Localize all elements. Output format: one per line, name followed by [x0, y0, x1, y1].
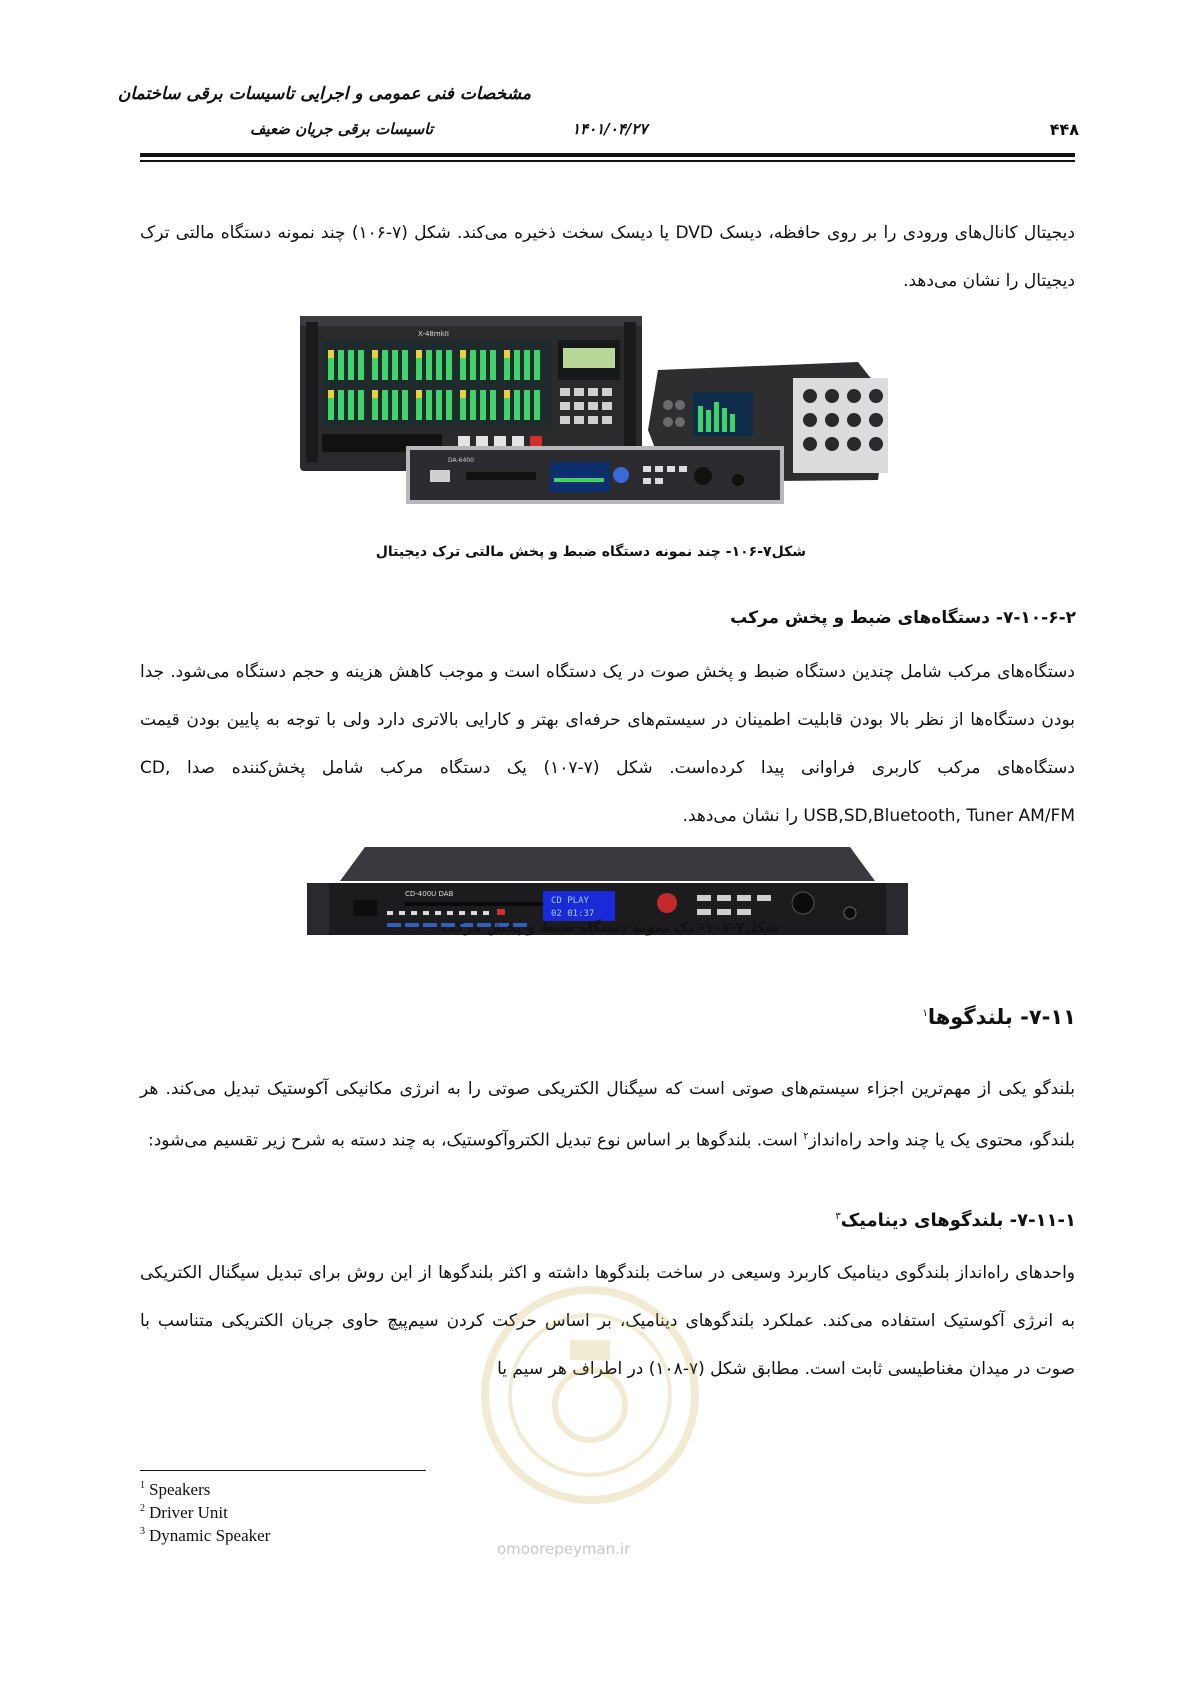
- header-rule-thick: [140, 153, 1075, 157]
- section-heading-7-11: [922, 1005, 1076, 1029]
- section-heading-7-11-1: [835, 1210, 1076, 1231]
- page-number: ۴۴۸: [1049, 120, 1079, 139]
- footnote-ref-3[interactable]: ۳: [835, 1211, 841, 1222]
- rack-model-label: DA-6400: [448, 457, 474, 464]
- footnote-2-text: Driver Unit: [149, 1503, 228, 1522]
- section-7-11-1-heading-text: ۷-۱۱-۱- بلندگوهای دینامیک: [840, 1210, 1076, 1231]
- figure-106-caption: شکل۷-۱۰۶- چند نمونه دستگاه ضبط و پخش مالتی ترک دیجیتال: [375, 544, 806, 560]
- section-7-11-1-paragraph: واحدهای راه‌انداز بلندگوی دینامیک کاربرد وسیعی در ساخت بلندگوها داشته و اکثر بلندگوها از این روش برای تبدیل سیگنال الکتریکی به انرژی آکوستیک استفاده می‌کند. عملکرد بلندگوهای دینامیک، بر اساس حرکت کردن سیم‌پیچ حاوی جریان الکتریکی متناسب با صوت در میدان مغناطیسی ثابت است. مطابق شکل (۷-۱۰۸) در اطراف هر سیم یا: [140, 1263, 1075, 1379]
- level-meter-panel: [322, 340, 552, 426]
- footnote-1: [140, 1480, 210, 1500]
- footnote-2: [140, 1503, 228, 1523]
- header-rule-thin: [140, 160, 1075, 162]
- footnote-3-text: Dynamic Speaker: [149, 1526, 271, 1545]
- footnote-1-text: Speakers: [149, 1480, 211, 1499]
- document-title: مشخصات فنی عمومی و اجرایی تاسیسات برقی ساختمان: [117, 84, 531, 104]
- footnote-3-number: 3: [140, 1526, 145, 1538]
- figure-107-caption: شکل۷-۱۰۷- یک نمونه دستگاه ضبط و پخش مرکب: [441, 920, 779, 936]
- footnote-1-number: 1: [140, 1480, 145, 1492]
- figure-106-image: [298, 310, 898, 542]
- footnote-rule: [140, 1470, 426, 1471]
- section-heading-7-10-6-2: ۷-۱۰-۶-۲- دستگاه‌های ضبط و پخش مرکب: [730, 608, 1076, 628]
- section-7-10-6-2-paragraph: دستگاه‌های مرکب شامل چندین دستگاه ضبط و پخش صوت در یک دستگاه است و موجب کاهش هزینه و حجم دستگاه می‌شود. جدا بودن دستگاه‌ها از نظر بالا بودن قابلیت اطمینان در سیستم‌های حرفه‌ای بهتر و کارایی بالاتری دارد ولی با توجه به پایین بودن قیمت دستگاه‌های مرکب کاربری فراوانی پیدا کرده‌است. شکل (۷-۱۰۷) یک دستگاه مرکب شامل پخش‌کننده صدا CD, USB,SD,Bluetooth, Tuner AM/FM را نشان می‌دهد.: [140, 662, 1075, 826]
- watermark-url: omoorepeyman.ir: [497, 1540, 631, 1558]
- footnote-ref-1[interactable]: ۱: [922, 1008, 928, 1019]
- rack-player: [406, 446, 784, 504]
- section-7-11-heading-text: ۷-۱۱- بلندگوها: [927, 1005, 1076, 1029]
- intro-paragraph: دیجیتال کانال‌های ورودی را بر روی حافظه، دیسک DVD یا دیسک سخت ذخیره می‌کند. شکل (۷-۱۰۶) چند نمونه دستگاه مالتی ترک دیجیتال را نشان می‌دهد.: [140, 223, 1075, 291]
- section-7-11-text-part2: است. بلندگوها بر اساس نوع تبدیل الکتروآکوستیک، به چند دسته به شرح زیر تقسیم می‌شود:: [147, 1130, 804, 1151]
- lcd-line-1: CD PLAY: [551, 896, 589, 906]
- player-model-label: CD-400U DAB: [405, 890, 454, 898]
- footnote-3: [140, 1526, 270, 1546]
- lcd-line-2: 02 01:37: [551, 909, 595, 919]
- player-top-cover: [340, 847, 875, 881]
- footnote-2-number: 2: [140, 1503, 145, 1515]
- recorder-model-label: X-48mkII: [418, 330, 449, 338]
- document-subtitle: تاسیسات برقی جریان ضعیف: [249, 120, 433, 138]
- document-date: ۱۴۰۱/۰۴/۲۷: [572, 120, 648, 138]
- section-7-11-text-part1: بلندگو یکی از مهم‌ترین اجزاء سیستم‌های صوتی است که سیگنال الکتریکی صوتی را به انرژی مکانیکی آکوستیک تبدیل می‌کند. هر بلندگو، محتوی یک یا چند واحد راه‌انداز: [140, 1079, 1075, 1151]
- footnote-ref-2[interactable]: ۲: [803, 1131, 809, 1142]
- section-7-11-paragraph: [140, 1065, 1075, 1165]
- watermark-seal: [470, 1280, 710, 1510]
